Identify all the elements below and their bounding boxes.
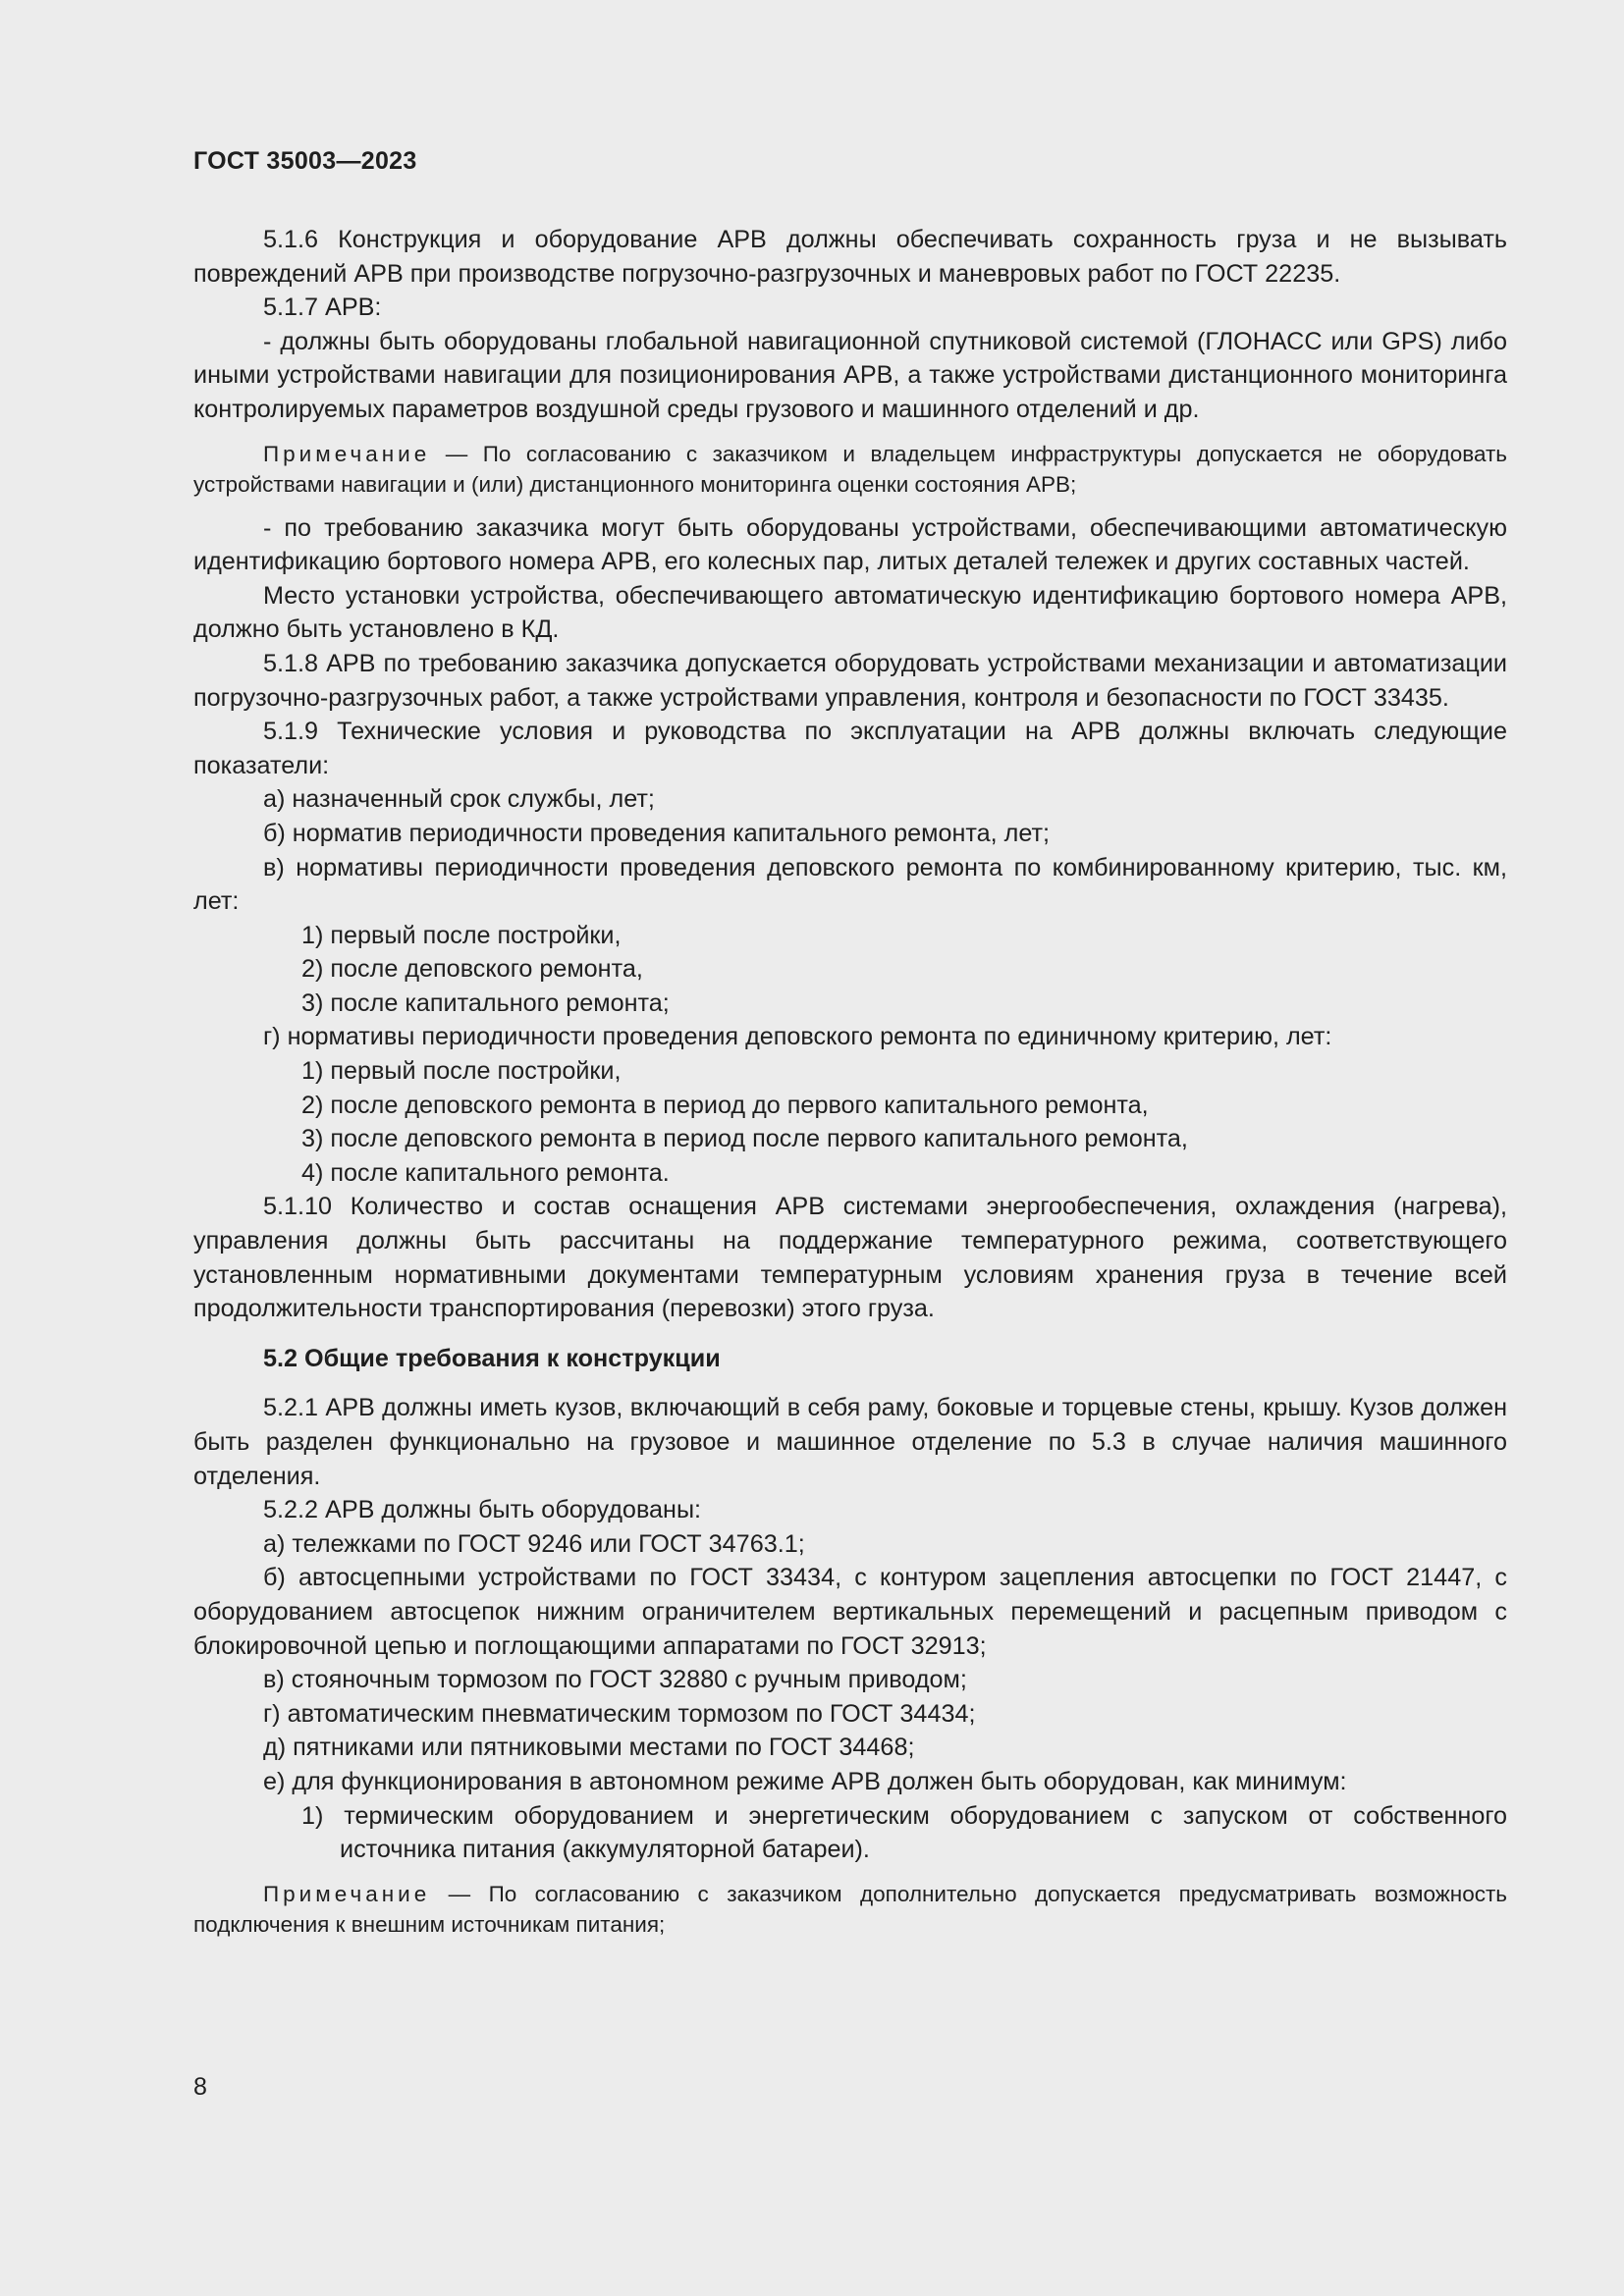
paragraph: в) стояночным тормозом по ГОСТ 32880 с ручным приводом; (263, 1666, 967, 1694)
document-body (193, 223, 1507, 1951)
paragraph: 1) первый после постройки, (301, 921, 622, 949)
paragraph: г) нормативы периодичности проведения деповского ремонта по единичному критерию, лет: (263, 1023, 1332, 1051)
paragraph: а) тележками по ГОСТ 9246 или ГОСТ 34763.1; (263, 1529, 805, 1558)
note-text: — По согласованию с заказчиком и владельцем инфраструктуры допускается не оборудовать устройствами навигации и (или) дистанционного мониторинга оценки состояния АРВ; (193, 441, 1507, 497)
paragraph: г) автоматическим пневматическим тормозом по ГОСТ 34434; (263, 1699, 976, 1728)
paragraph: 5.1.9 Технические условия и руководства по эксплуатации на АРВ должны включать следующие показатели: (193, 718, 1507, 779)
paragraph: 2) после деповского ремонта, (301, 955, 643, 984)
paragraph: Место установки устройства, обеспечивающего автоматическую идентификацию бортового номера АРВ, должно быть установлено в КД. (193, 581, 1507, 644)
paragraph: е) для функционирования в автономном режиме АРВ должен быть оборудован, как минимум: (263, 1767, 1347, 1795)
paragraph: 3) после капитального ремонта; (301, 988, 670, 1017)
section-heading: 5.2 Общие требования к конструкции (263, 1344, 721, 1372)
paragraph: а) назначенный срок службы, лет; (263, 785, 655, 814)
paragraph: 1) термическим оборудованием и энергетическим оборудованием с запуском от собственного источника питания (аккумуляторной батареи). (301, 1801, 1507, 1864)
paragraph: 5.1.10 Количество и состав оснащения АРВ системами энергообеспечения, охлаждения (нагрева), управления должны быть рассчитаны на поддержание температурного режима, соответствующего установленным нормативными документами температурным условиям хранения груза в течение всей продолжительности транспортирования (перевозки) этого груза. (193, 1193, 1507, 1323)
paragraph: в) нормативы периодичности проведения деповского ремонта по комбинированному критерию, тыс. км, лет: (193, 853, 1507, 916)
paragraph: 5.1.8 АРВ по требованию заказчика допускается оборудовать устройствами механизации и автоматизации погрузочно-разгрузочных работ, а также устройствами управления, контроля и безопасности по ГОСТ 33435. (193, 649, 1507, 712)
paragraph: 2) после деповского ремонта в период до первого капитального ремонта, (301, 1091, 1149, 1119)
paragraph: б) автосцепными устройствами по ГОСТ 33434, с контуром зацепления автосцепки по ГОСТ 21447, с оборудованием автосцепок нижним ограничителем вертикальных перемещений и расцепным приводом с блокировочной цепью и поглощающими аппаратами по ГОСТ 32913; (193, 1564, 1507, 1660)
paragraph: 5.1.6 Конструкция и оборудование АРВ должны обеспечивать сохранность груза и не вызывать повреждений АРВ при производстве погрузочно-разгрузочных и маневровых работ по ГОСТ 22235. (193, 226, 1507, 288)
note-label: Примечание (263, 441, 431, 466)
paragraph: 5.2.2 АРВ должны быть оборудованы: (263, 1496, 702, 1524)
paragraph: б) норматив периодичности проведения капитального ремонта, лет; (263, 819, 1051, 847)
paragraph: 1) первый после постройки, (301, 1057, 622, 1086)
note (193, 439, 1507, 500)
note-text: — По согласованию с заказчиком дополнительно допускается предусматривать возможность подключения к внешним источникам питания; (193, 1881, 1507, 1937)
paragraph: - должны быть оборудованы глобальной навигационной спутниковой системой (ГЛОНАСС или GPS) либо иными устройствами навигации для позиционирования АРВ, а также устройствами дистанционного мониторинга контролируемых параметров воздушной среды грузового и машинного отделений и др. (193, 327, 1507, 423)
paragraph: 3) после деповского ремонта в период после первого капитального ремонта, (301, 1125, 1188, 1153)
paragraph: д) пятниками или пятниковыми местами по ГОСТ 34468; (263, 1734, 915, 1762)
paragraph: - по требованию заказчика могут быть оборудованы устройствами, обеспечивающими автоматическую идентификацию бортового номера АРВ, его колесных пар, литых деталей тележек и других составных частей. (193, 513, 1507, 576)
document-header: ГОСТ 35003—2023 (193, 147, 417, 175)
paragraph: 5.1.7 АРВ: (263, 294, 382, 322)
page-number: 8 (193, 2073, 207, 2101)
paragraph: 5.2.1 АРВ должны иметь кузов, включающий в себя раму, боковые и торцевые стены, крышу. Кузов должен быть разделен функционально на грузовое и машинное отделение по 5.3 в случае наличия машинного отделения. (193, 1394, 1507, 1490)
note-label: Примечание (263, 1881, 431, 1906)
note (193, 1879, 1507, 1940)
paragraph: 4) после капитального ремонта. (301, 1158, 670, 1187)
